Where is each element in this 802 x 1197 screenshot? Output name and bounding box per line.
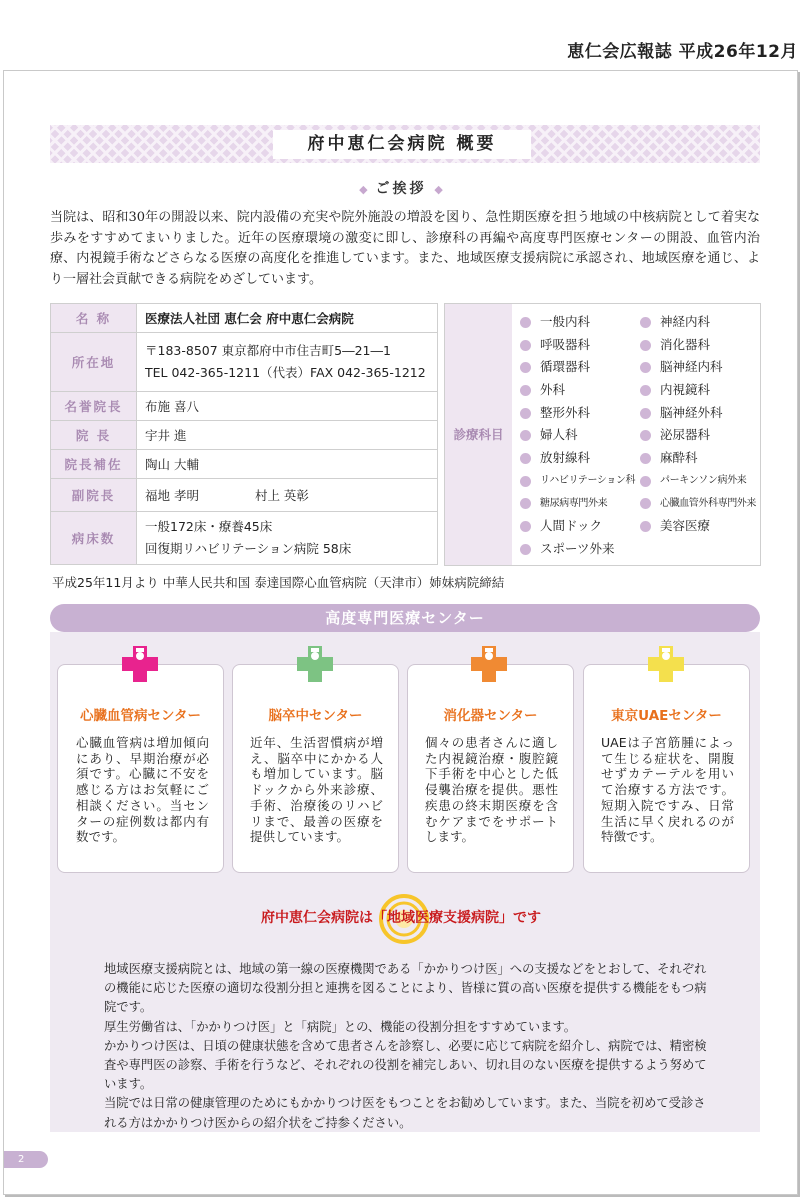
department-item: 一般内科 [520,311,640,334]
support-paragraph: 厚生労働省は、「かかりつけ医」と「病院」との、機能の役割分担をすすめています。 [104,1019,577,1034]
medical-cross-icon [296,644,334,684]
support-hospital-description [104,960,716,1133]
beds-line-1: 一般172床・療養45床 [145,519,273,534]
bullet-dot-icon [640,521,651,532]
bullet-dot-icon [520,340,531,351]
department-item: 整形外科 [520,402,640,425]
bullet-dot-icon [640,385,651,396]
info-row-name [51,304,438,333]
bullet-dot-icon [640,362,651,373]
beds-line-2: 回復期リハビリテーション病院 58床 [145,541,352,556]
info-value: 医療法人社団 恵仁会 府中恵仁会病院 [137,304,438,333]
bullet-dot-icon [520,521,531,532]
info-value: 宇井 進 [137,421,438,450]
info-label: 所在地 [51,333,137,392]
bullet-dot-icon [520,544,531,555]
info-row-address [51,333,438,392]
info-label: 院長補佐 [51,450,137,479]
medical-cross-icon [647,644,685,684]
vice-director-2: 村上 英彰 [254,488,309,503]
support-paragraph: 当院では日常の健康管理のためにもかかりつけ医をもつことをお勧めしています。また、当院を初めて受診される方はかかりつけ医からの紹介状をご持参ください。 [104,1096,706,1130]
departments-label: 診療科目 [445,304,512,565]
department-item: 人間ドック [520,515,640,538]
bullet-dot-icon [640,453,651,464]
info-row-assistant [51,450,438,479]
centers-heading: 高度専門医療センター [50,604,760,632]
info-value: 布施 喜八 [137,392,438,421]
department-item: 脳神経内科 [640,356,758,379]
info-label: 病床数 [51,512,137,565]
department-item: 糖尿病専門外来 [520,493,640,516]
department-item: スポーツ外来 [520,538,640,561]
department-item: 呼吸器科 [520,334,640,357]
info-label: 副院長 [51,479,137,512]
departments-list [520,311,758,561]
department-item: 脳神経外科 [640,402,758,425]
bullet-dot-icon [640,430,651,441]
address-line: 〒183-8507 東京都府中市住吉町5―21―1 [145,343,391,358]
support-paragraph: 地域医療支援病院とは、地域の第一線の医療機関である「かかりつけ医」への支援などをとおして、それぞれの機能に応じた医療の適切な役割分担と連携を図ることにより、皆様に質の高い医療を提供する機能をもつ病院です。 [104,962,707,1015]
overview-title: 府中恵仁会病院 概要 [273,130,531,159]
bullet-dot-icon [640,476,651,487]
info-row-vice [51,479,438,512]
bullet-dot-icon [520,498,531,509]
center-title: 消化器センター [443,708,538,724]
bullet-dot-icon [640,408,651,419]
support-paragraph: かかりつけ医は、日頃の健康状態を含めて患者さんを診察し、必要に応じて病院を紹介し、病院では、精密検査や専門医の診察、手術を行うなど、それぞれの役割を補完しあい、切れ目のない医療を提供するよう努めています。 [104,1038,707,1092]
greeting-heading: ご挨拶 [375,181,427,197]
info-row-honorary [51,392,438,421]
info-label: 院 長 [51,421,137,450]
publication-title: 恵仁会広報誌 平成26年12月 [567,42,798,62]
bullet-dot-icon [640,498,651,509]
phone-line: TEL 042-365-1211（代表）FAX 042-365-1212 [145,365,426,380]
department-item: 外科 [520,379,640,402]
info-label: 名誉院長 [51,392,137,421]
department-item: 循環器科 [520,356,640,379]
department-item: パーキンソン病外来 [640,470,758,493]
info-value [137,333,438,392]
vice-director-1: 福地 孝明 [145,488,199,503]
department-item: 神経内科 [640,311,758,334]
info-value [137,479,438,512]
department-item: 心臓血管外科専門外来 [640,493,758,516]
center-title: 心臓血管病センター [80,708,201,724]
center-description: UAEは子宮筋腫によって生じる症状を、開腹せずカテーテルを用いて治療する方法です。短期入院ですみ、日常生活に早く戻れるのが特徴です。 [601,735,734,845]
bullet-dot-icon [520,476,531,487]
department-item: 内視鏡科 [640,379,758,402]
diamond-icon: ◆ [359,183,368,196]
page-number: 2 [4,1151,48,1168]
department-item: 美容医療 [640,515,758,538]
department-item: 消化器科 [640,334,758,357]
department-item: 放射線科 [520,447,640,470]
info-row-director [51,421,438,450]
department-item: リハビリテーション科 [520,470,640,493]
center-title: 脳卒中センター [268,708,363,724]
info-label: 名 称 [51,304,137,333]
info-value: 陶山 大輔 [137,450,438,479]
bullet-dot-icon [640,340,651,351]
bullet-dot-icon [520,317,531,328]
department-item: 婦人科 [520,424,640,447]
greeting-heading-row [0,178,802,198]
bullet-dot-icon [520,430,531,441]
info-row-beds [51,512,438,565]
medical-cross-icon [470,644,508,684]
center-description: 心臓血管病は増加傾向にあり、早期治療が必須です。心臓に不安を感じる方はお気軽にご相談ください。当センターの症例数は都内有数です。 [76,735,209,845]
center-description: 個々の患者さんに適した内視鏡治療・腹腔鏡下手術を中心とした低侵襲治療を提供。悪性疾患の終末期医療を含むケアまでをサポートします。 [425,735,558,845]
hospital-info-table [50,303,438,565]
medical-cross-icon [121,644,159,684]
bullet-dot-icon [640,317,651,328]
center-title: 東京UAEセンター [611,708,722,724]
support-hospital-title: 府中恵仁会病院は「地域医療支援病院」です [261,910,541,926]
sister-hospital-note: 平成25年11月より 中華人民共和国 泰達国際心血管病院（天津市）姉妹病院締結 [52,575,505,590]
diamond-icon: ◆ [434,183,443,196]
info-value [137,512,438,565]
department-item: 泌尿器科 [640,424,758,447]
department-item: 麻酔科 [640,447,758,470]
bullet-dot-icon [520,453,531,464]
intro-paragraph: 当院は、昭和30年の開設以来、院内設備の充実や院外施設の増設を図り、急性期医療を担う地域の中核病院として着実な歩みをすすめてまいりました。近年の医療環境の激変に即し、診療科の再編や高度専門医療センターの開設、血管内治療、内視鏡手術などさらなる医療の高度化を推進しています。また、地域医療支援病院に承認され、地域医療を通じ、より一層社会貢献できる病院をめざしています。 [50,210,760,287]
bullet-dot-icon [520,362,531,373]
bullet-dot-icon [520,385,531,396]
center-description: 近年、生活習慣病が増え、脳卒中にかかる人も増加しています。脳ドックから外来診療、手術、治療後のリハビリまで、最善の医療を提供しています。 [250,735,383,845]
bullet-dot-icon [520,408,531,419]
